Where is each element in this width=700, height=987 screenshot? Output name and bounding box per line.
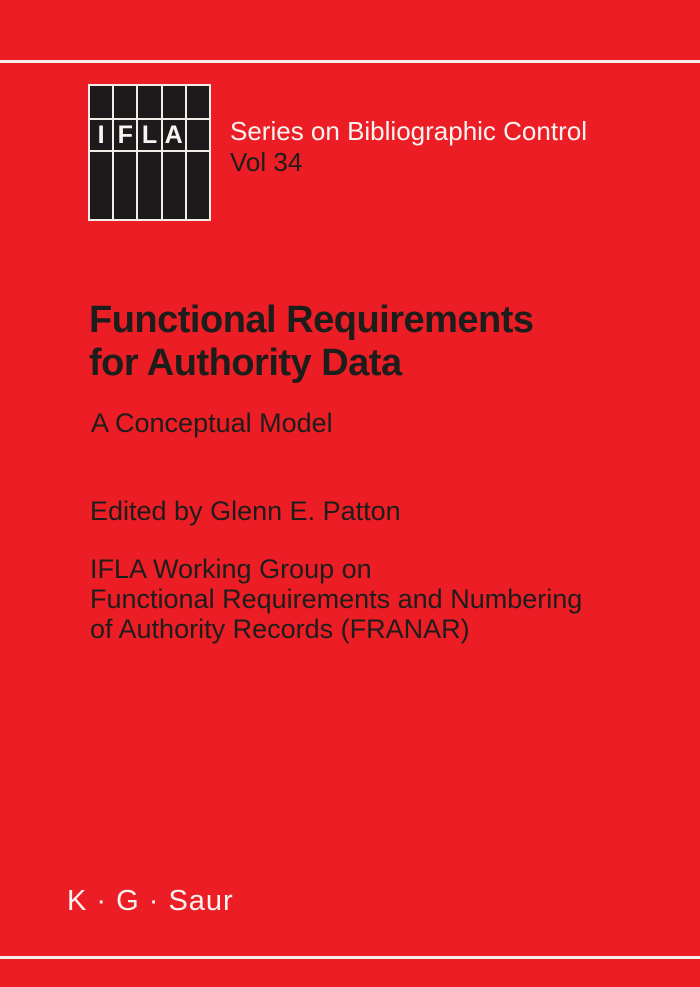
logo-letter-f: F	[117, 120, 133, 149]
logo-letter-l: L	[141, 120, 158, 149]
publisher-logotype: K · G · Saur	[67, 885, 234, 917]
logo-bar	[187, 120, 209, 150]
logo-bar	[114, 152, 136, 219]
working-group-line3: of Authority Records (FRANAR)	[90, 614, 470, 644]
logo-letter-cell	[138, 120, 160, 150]
logo-bar	[114, 86, 136, 118]
ifla-logo-grid	[90, 86, 209, 219]
book-title-line2: for Authority Data	[89, 342, 402, 384]
logo-letter-a: A	[164, 120, 183, 149]
logo-bar	[138, 86, 160, 118]
series-title: Series on Bibliographic Control	[230, 116, 587, 146]
logo-letter-cell	[163, 120, 185, 150]
book-title-line1: Functional Requirements	[89, 299, 534, 341]
editor-line: Edited by Glenn E. Patton	[90, 496, 401, 526]
logo-letter-i: I	[97, 120, 105, 149]
series-volume: Vol 34	[230, 147, 303, 177]
book-title	[89, 299, 534, 385]
working-group-line1: IFLA Working Group on	[90, 554, 372, 584]
series-block	[230, 116, 587, 178]
logo-bar	[138, 152, 160, 219]
logo-letter-cell	[90, 120, 112, 150]
logo-bar	[163, 152, 185, 219]
logo-bar	[90, 152, 112, 219]
logo-bar	[187, 86, 209, 118]
working-group-line2: Functional Requirements and Numbering	[90, 584, 583, 614]
top-rule	[0, 60, 700, 63]
logo-bar	[163, 86, 185, 118]
bottom-rule	[0, 956, 700, 959]
book-subtitle: A Conceptual Model	[91, 408, 333, 438]
logo-letter-cell	[114, 120, 136, 150]
ifla-logo	[88, 84, 211, 221]
working-group-block	[90, 554, 582, 644]
logo-bar	[187, 152, 209, 219]
logo-bar	[90, 86, 112, 118]
